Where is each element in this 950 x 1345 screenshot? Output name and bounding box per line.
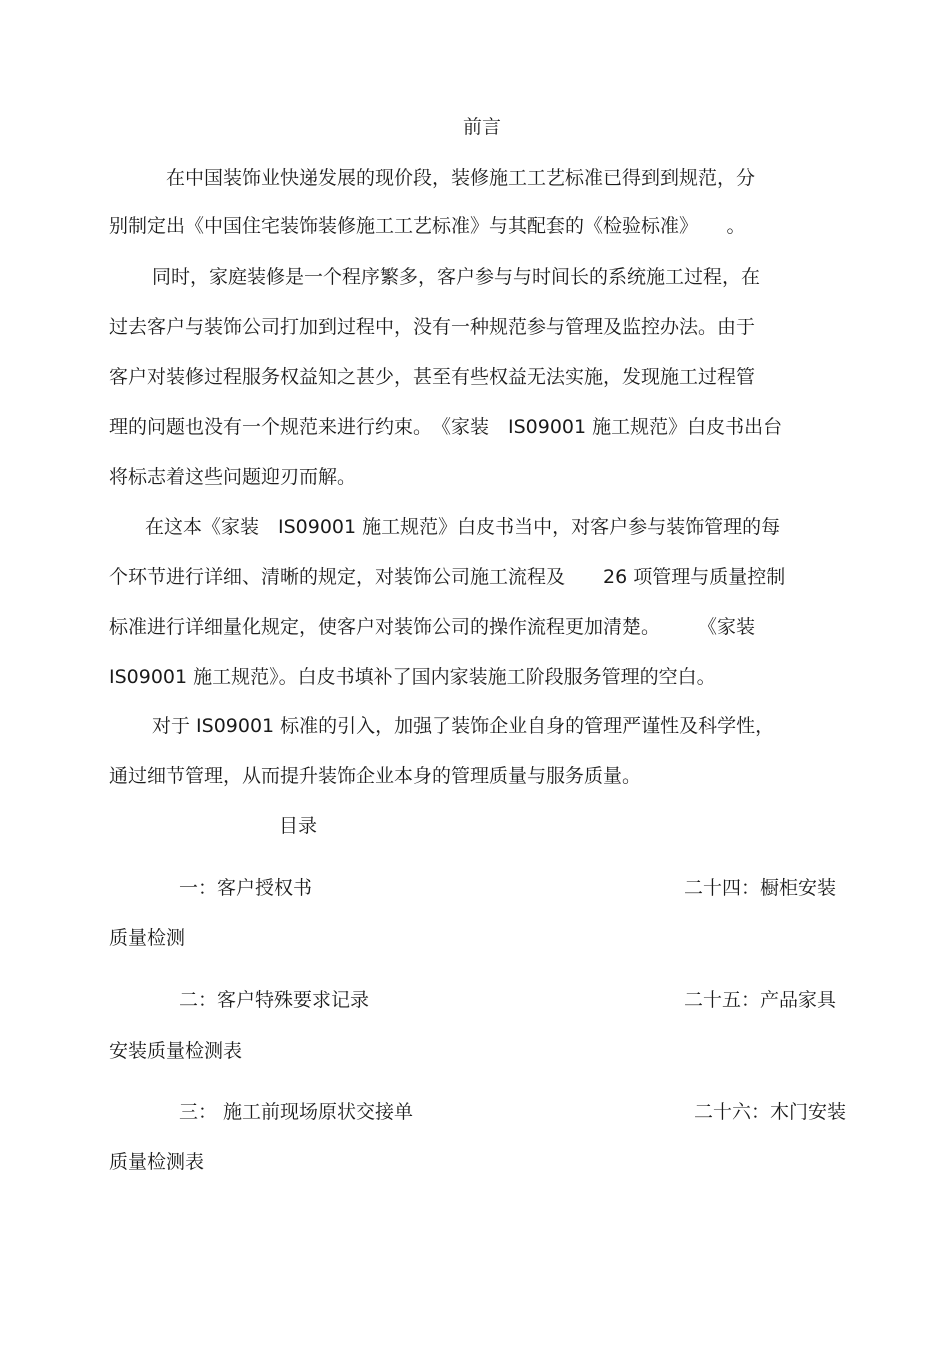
paragraph-line: 过去客户与装饰公司打加到过程中，没有一种规范参与管理及监控办法。由于 [109, 316, 756, 338]
paragraph-line: 理的问题也没有一个规范来进行约束。 《家装 IS09001 施工规范》白皮书出台 [109, 416, 783, 438]
paragraph-line: 个环节进行详细、清晰的规定，对装饰公司施工流程及 26 项管理与质量控制 [109, 566, 786, 588]
toc-entry-right: 二十四：橱柜安装 [684, 877, 837, 899]
toc-entry-wrap: 质量检测 [109, 927, 186, 949]
paragraph-line: 在中国装饰业快递发展的现价段，装修施工工艺标准已得到到规范，分 [166, 167, 756, 189]
paragraph-line: 别制定出《中国住宅装饰装修施工工艺标准》与其配套的《检验标准》 。 [109, 215, 746, 237]
paragraph-line: IS09001 施工规范》。白皮书填补了国内家装施工阶段服务管理的空白。 [109, 666, 716, 688]
paragraph-line: 同时，家庭装修是一个程序繁多，客户参与与时间长的系统施工过程，在 [152, 266, 761, 288]
page-heading: 前言 [463, 116, 502, 138]
toc-entry-right: 二十六：木门安装 [694, 1101, 847, 1123]
paragraph-line: 将标志着这些问题迎刃而解。 [109, 466, 357, 488]
toc-entry-left: 三： 施工前现场原状交接单 [179, 1101, 414, 1123]
paragraph-line: 通过细节管理，从而提升装饰企业本身的管理质量与服务质量。 [109, 765, 642, 787]
toc-heading: 目录 [279, 815, 318, 837]
toc-entry-right: 二十五：产品家具 [684, 989, 837, 1011]
toc-entry-wrap: 安装质量检测表 [109, 1040, 243, 1062]
toc-entry-left: 一：客户授权书 [179, 877, 313, 899]
paragraph-line: 对于 IS09001 标准的引入，加强了装饰企业自身的管理严谨性及科学性， [152, 715, 775, 737]
paragraph-line: 标准进行详细量化规定，使客户对装饰公司的操作流程更加清楚。 《家装 [109, 616, 756, 638]
paragraph-line: 客户对装修过程服务权益知之甚少，甚至有些权益无法实施，发现施工过程管 [109, 366, 756, 388]
paragraph-line: 在这本《家装 IS09001 施工规范》白皮书当中，对客户参与装饰管理的每 [145, 516, 781, 538]
toc-entry-wrap: 质量检测表 [109, 1151, 205, 1173]
toc-entry-left: 二：客户特殊要求记录 [179, 989, 370, 1011]
